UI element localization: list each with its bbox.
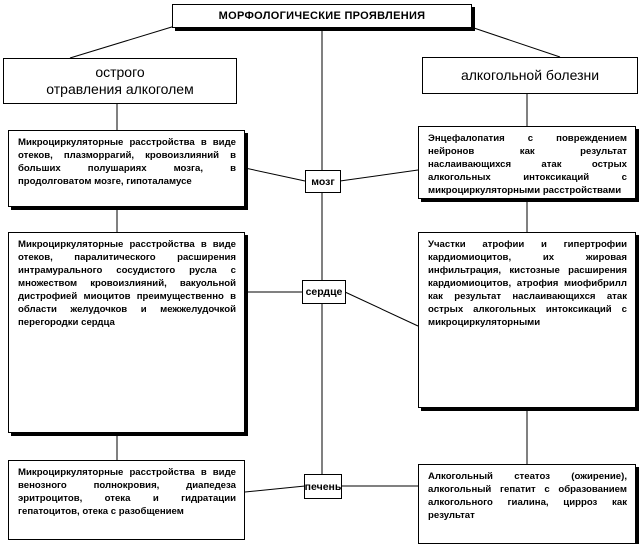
left-heart-text: Микроциркуляторные расстройства в виде отеков, паралитического расширения интрамурального сосудистого русла с множеством кровоизлияний, вакуольной дистрофией миоцитов преимущественно в области желудочков и межжелудочкой перегородки сердца: [18, 239, 236, 328]
diagram-title-text: МОРФОЛОГИЧЕСКИЕ ПРОЯВЛЕНИЯ: [218, 10, 426, 22]
right-liver-text: Алкогольный стеатоз (ожирение), алкогольный гепатит с образованием алкогольного гиалина, цирроз как результат: [428, 471, 627, 521]
left-liver-text: Микроциркуляторные расстройства в виде венозного полнокровия, диапедеза эритроцитов, отека и гидратации гепатоцитов, отека с разобщением: [18, 467, 236, 517]
organ-liver-text: печень: [304, 480, 342, 493]
right-brain-box: [418, 126, 636, 199]
left-brain-box: [8, 130, 245, 207]
line-brain-right: [340, 170, 418, 181]
line-title-right: [468, 26, 560, 57]
organ-brain-label: [305, 170, 341, 193]
line-title-left: [70, 26, 175, 58]
right-brain-text: Энцефалопатия с повреждением нейронов как результат наслаивающихся атак острых алкогольных интоксикаций с микроциркуляторными расстройствами: [428, 133, 627, 196]
line-heart-right: [345, 292, 418, 326]
right-header-text: алкогольной болезни: [460, 67, 600, 83]
right-liver-box: [418, 464, 636, 544]
left-liver-box: [8, 460, 245, 540]
left-header: [3, 58, 237, 104]
left-header-line1: острого: [95, 64, 145, 80]
right-heart-box: [418, 232, 636, 408]
left-header-line2: отравления алкоголем: [46, 81, 194, 97]
right-header: [422, 57, 638, 94]
organ-heart-label: [302, 280, 346, 304]
organ-brain-text: мозг: [311, 175, 335, 188]
line-liver-left: [245, 486, 305, 492]
organ-heart-text: сердце: [305, 286, 343, 298]
left-heart-box: [8, 232, 245, 433]
left-brain-text: Микроциркуляторные расстройства в виде отеков, плазморрагий, кровоизлияний в больших полушариях мозга, в продолговатом мозге, гипоталамусе: [18, 137, 236, 187]
line-brain-left: [245, 168, 305, 181]
diagram-title: [172, 4, 472, 28]
organ-liver-label: [304, 474, 342, 499]
right-heart-text: Участки атрофии и гипертрофии кардиомиоцитов, их жировая инфильтрация, кистозные расширения кардиомиоцитов, атрофия миофибрилл как результат наслаивающихся атак острых алкогольных интоксикаций с микроциркуляторными: [428, 239, 627, 328]
